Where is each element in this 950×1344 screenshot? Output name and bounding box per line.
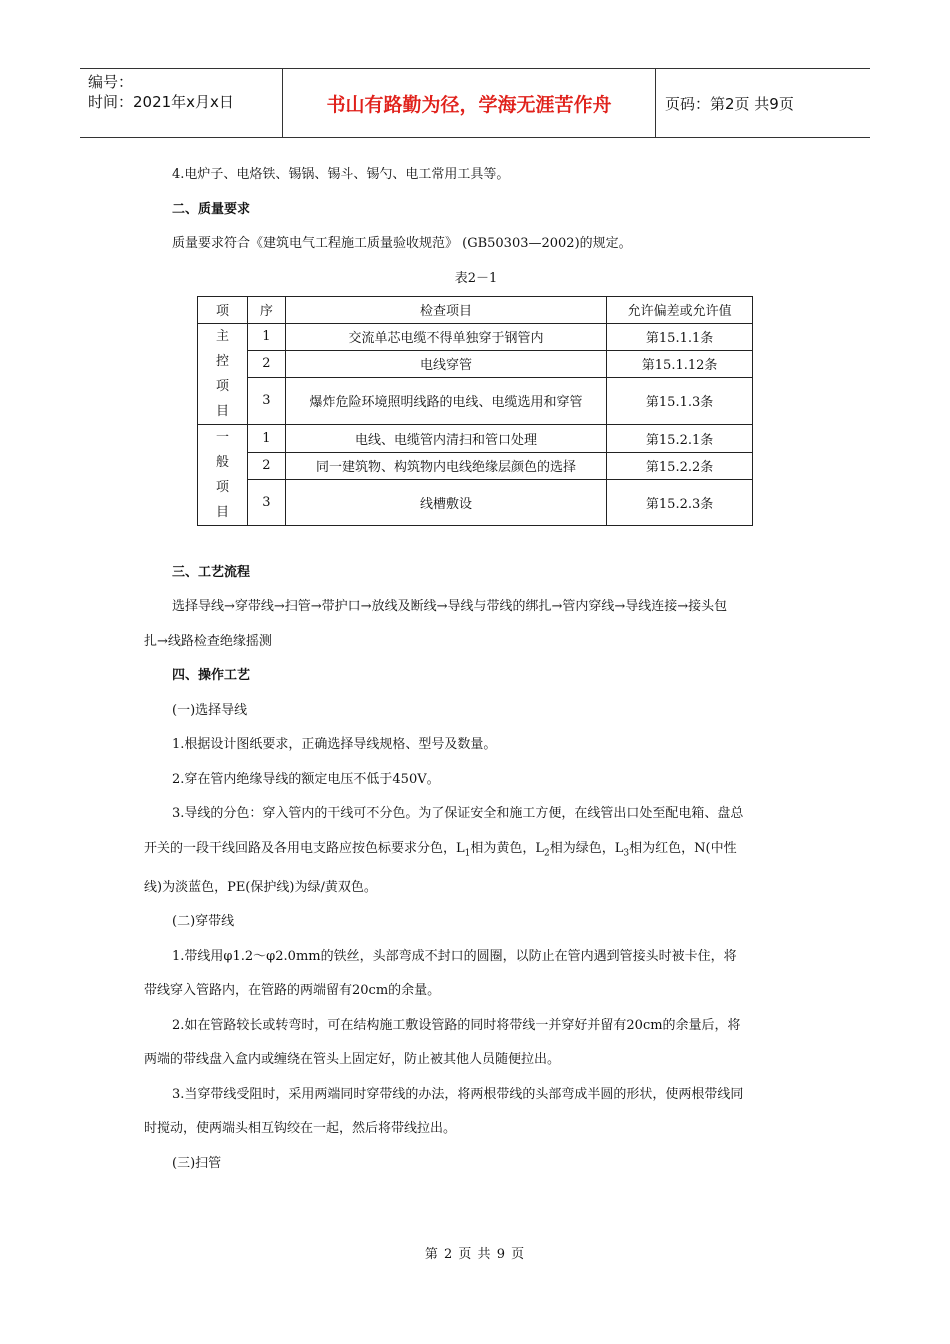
- group-char: 目: [215, 504, 229, 520]
- table-header-cell: 检查项目: [285, 296, 606, 323]
- page-header: [80, 68, 870, 138]
- subscript: 2: [544, 848, 550, 859]
- value-cell: 第15.1.1条: [607, 323, 753, 350]
- subsection-clean-pipe: (三)扫管: [172, 1155, 222, 1171]
- group-char: 主: [215, 328, 229, 344]
- paragraph: 两端的带线盘入盒内或缠绕在管头上固定好，防止被其他人员随便拉出。: [144, 1052, 561, 1068]
- inspection-table-wrapper: [197, 296, 753, 526]
- table-header-row: [198, 296, 753, 323]
- group-char: 控: [215, 353, 229, 369]
- seq-cell: 1: [247, 424, 285, 452]
- value-cell: 第15.2.3条: [607, 479, 753, 525]
- item-cell: 电线、电缆管内清扫和管口处理: [285, 424, 606, 452]
- paragraph-color-coding: [144, 832, 808, 871]
- header-page-number: 页码：第2页 共9页: [665, 94, 794, 113]
- table-row: [198, 424, 753, 452]
- subscript: 3: [623, 848, 630, 859]
- text-run: 开关的一段干线回路及各用电支路应按色标要求分色，L: [144, 840, 465, 856]
- text-run: 相为黄色，L: [470, 840, 545, 856]
- value-cell: 第15.1.12条: [607, 350, 753, 377]
- section-heading-process: 三、工艺流程: [172, 564, 251, 580]
- table-header-cell: 允许偏差或允许值: [607, 296, 753, 323]
- group-char: 一: [215, 429, 229, 445]
- item-cell: 同一建筑物、构筑物内电线绝缘层颜色的选择: [285, 452, 606, 479]
- tools-item: 4.电炉子、电烙铁、锡锅、锡斗、锡勺、电工常用工具等。: [172, 167, 510, 182]
- text-run: 相为绿色，L: [549, 840, 624, 856]
- value-cell: 第15.1.3条: [607, 378, 753, 424]
- table-row: [198, 452, 753, 479]
- inspection-table: [197, 296, 753, 526]
- header-meta: [80, 69, 282, 137]
- paragraph: 2.穿在管内绝缘导线的额定电压不低于450V。: [172, 771, 440, 787]
- subsection-pull-wire: (二)穿带线: [172, 914, 235, 930]
- section-heading-operation: 四、操作工艺: [172, 668, 251, 683]
- item-cell: 爆炸危险环境照明线路的电线、电缆选用和穿管: [285, 378, 606, 424]
- paragraph: 2.如在管路较长或转弯时，可在结构施工敷设管路的同时将带线一并穿好并留有20cm的余量后，将: [172, 1017, 741, 1033]
- paragraph: 带线穿入管路内，在管路的两端留有20cm的余量。: [144, 983, 441, 999]
- item-cell: 电线穿管: [285, 350, 606, 377]
- table-row: [198, 350, 753, 377]
- item-cell: 线槽敷设: [285, 479, 606, 525]
- section-heading-quality: 二、质量要求: [172, 201, 251, 217]
- page-footer: 第 2 页 共 9 页: [424, 1247, 526, 1262]
- subsection-select-wire: (一)选择导线: [172, 702, 248, 718]
- group-char: 目: [215, 403, 229, 419]
- group-char: 般: [215, 454, 229, 470]
- item-cell: 交流单芯电缆不得单独穿于钢管内: [285, 323, 606, 350]
- paragraph: 线)为淡蓝色，PE(保护线)为绿/黄双色。: [144, 879, 377, 895]
- seq-cell: 3: [247, 378, 285, 424]
- seq-cell: 3: [247, 479, 285, 525]
- seq-cell: 1: [247, 323, 285, 350]
- subscript: 1: [464, 848, 471, 859]
- quality-text: 质量要求符合《建筑电气工程施工质量验收规范》 (GB50303—2002)的规定。: [172, 236, 632, 251]
- document-date: 时间：2021年x月x日: [88, 93, 234, 111]
- paragraph: 3.导线的分色：穿入管内的干线可不分色。为了保证安全和施工方便，在线管出口处至配电箱、盘总: [172, 806, 744, 821]
- text-run: 相为红色，N(中性: [629, 840, 737, 856]
- seq-cell: 2: [247, 452, 285, 479]
- document-number: 编号：: [88, 73, 134, 91]
- header-slogan: 书山有路勤为径，学海无涯苦作舟: [282, 69, 656, 137]
- group-name-main-control: [198, 323, 248, 424]
- paragraph: 1.根据设计图纸要求，正确选择导线规格、型号及数量。: [172, 737, 497, 752]
- table-row: [198, 378, 753, 424]
- process-flow-line: 扎→线路检查绝缘摇测: [144, 633, 272, 649]
- value-cell: 第15.2.2条: [607, 452, 753, 479]
- table-row: [198, 479, 753, 525]
- paragraph: 时搅动，使两端头相互钩绞在一起，然后将带线拉出。: [144, 1121, 457, 1137]
- seq-cell: 2: [247, 350, 285, 377]
- value-cell: 第15.2.1条: [607, 424, 753, 452]
- paragraph: 1.带线用φ1.2～φ2.0mm的铁丝，头部弯成不封口的圆圈，以防止在管内遇到管接头时被卡住，将: [172, 948, 737, 964]
- paragraph: 3.当穿带线受阻时，采用两端同时穿带线的办法，将两根带线的头部弯成半圆的形状，使两根带线同: [172, 1086, 744, 1102]
- group-name-general: [198, 424, 248, 525]
- table-caption: 表2－1: [454, 270, 498, 286]
- table-row: [198, 323, 753, 350]
- group-char: 项: [215, 378, 229, 394]
- process-flow-line: 选择导线→穿带线→扫管→带护口→放线及断线→导线与带线的绑扎→管内穿线→导线连接→接头包: [172, 599, 728, 614]
- table-header-cell: 序: [247, 296, 285, 323]
- document-body: [144, 158, 808, 1181]
- table-header-cell: 项: [198, 296, 248, 323]
- group-char: 项: [215, 479, 229, 495]
